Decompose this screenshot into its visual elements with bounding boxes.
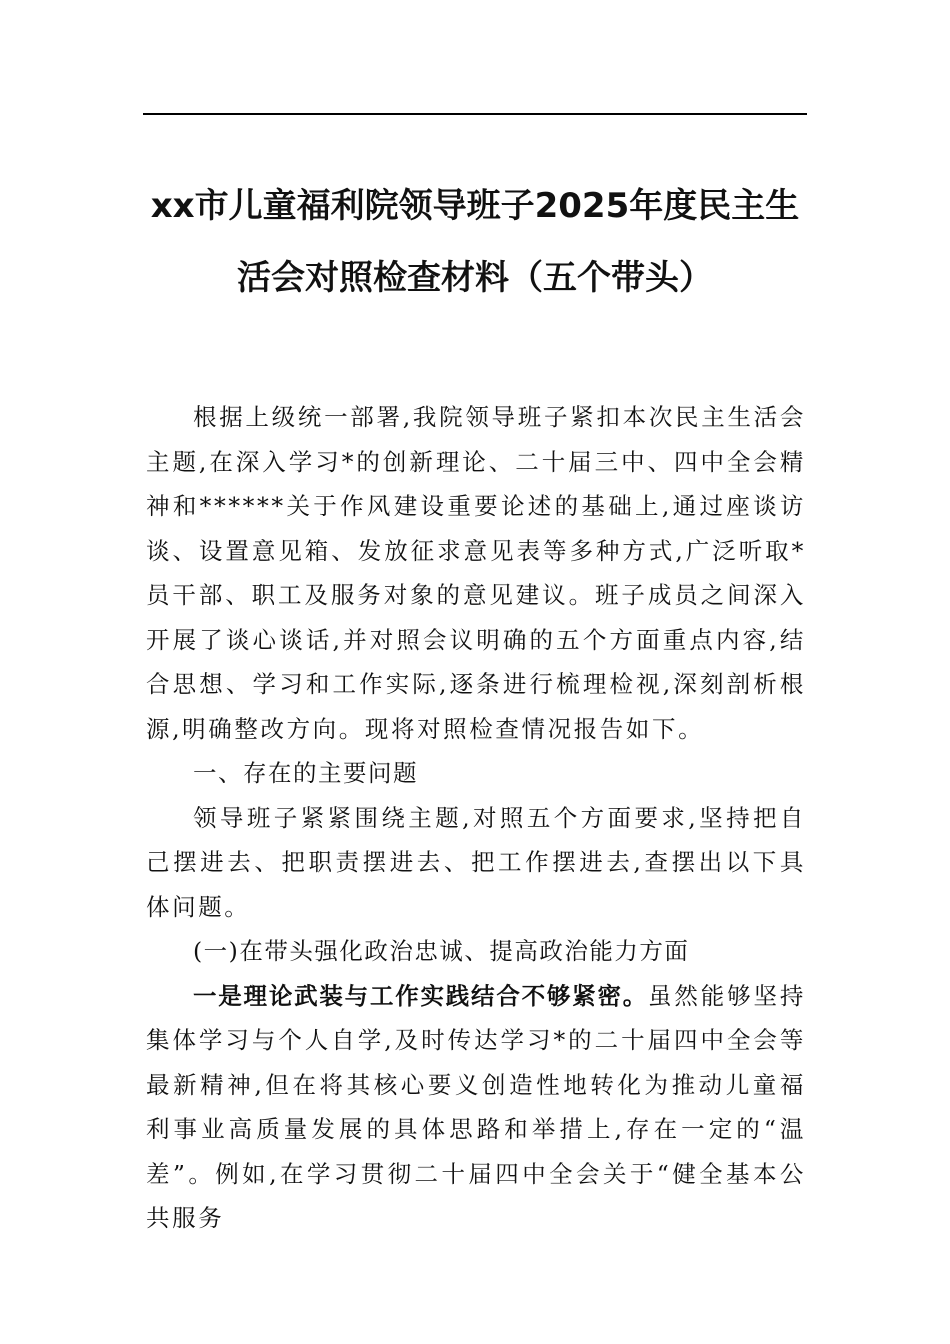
top-rule xyxy=(143,113,807,115)
point-lead-1: 一是理论武装与工作实践结合不够紧密。 xyxy=(193,981,649,1010)
intro-paragraph: 根据上级统一部署,我院领导班子紧扣本次民主生活会主题,在深入学习*的创新理论、二十届三中、四中全会精神和******关于作风建设重要论述的基础上,通过座谈访谈、设置意见箱、发放征求意见表等多种方式,广泛听取*员干部、职工及服务对象的意见建议。班子成员之间深入开展了谈心谈话,并对照会议明确的五个方面重点内容,结合思想、学习和工作实际,逐条进行梳理检视,深刻剖析根源,明确整改方向。现将对照检查情况报告如下。 xyxy=(146,403,806,743)
document-title xyxy=(143,170,807,314)
point-paragraph-1 xyxy=(146,974,806,1241)
point-text-1: 虽然能够坚持集体学习与个人自学,及时传达学习*的二十届四中全会等最新精神,但在将其核心要义创造性地转化为推动儿童福利事业高质量发展的具体思路和举措上,存在一定的“温差”。例如,在学习贯彻二十届四中全会关于“健全基本公共服务 xyxy=(146,981,807,1232)
section-paragraph-1: 领导班子紧紧围绕主题,对照五个方面要求,坚持把自己摆进去、把职责摆进去、把工作摆进去,查摆出以下具体问题。 xyxy=(146,803,806,921)
title-line-2: 活会对照检查材料（五个带头） xyxy=(237,258,713,298)
title-line-1: xx市儿童福利院领导班子2025年度民主生 xyxy=(150,186,800,226)
document-body xyxy=(146,395,806,1241)
section-heading-1: 一、存在的主要问题 xyxy=(193,759,418,787)
subsection-heading-1: (一)在带头强化政治忠诚、提高政治能力方面 xyxy=(193,937,690,965)
